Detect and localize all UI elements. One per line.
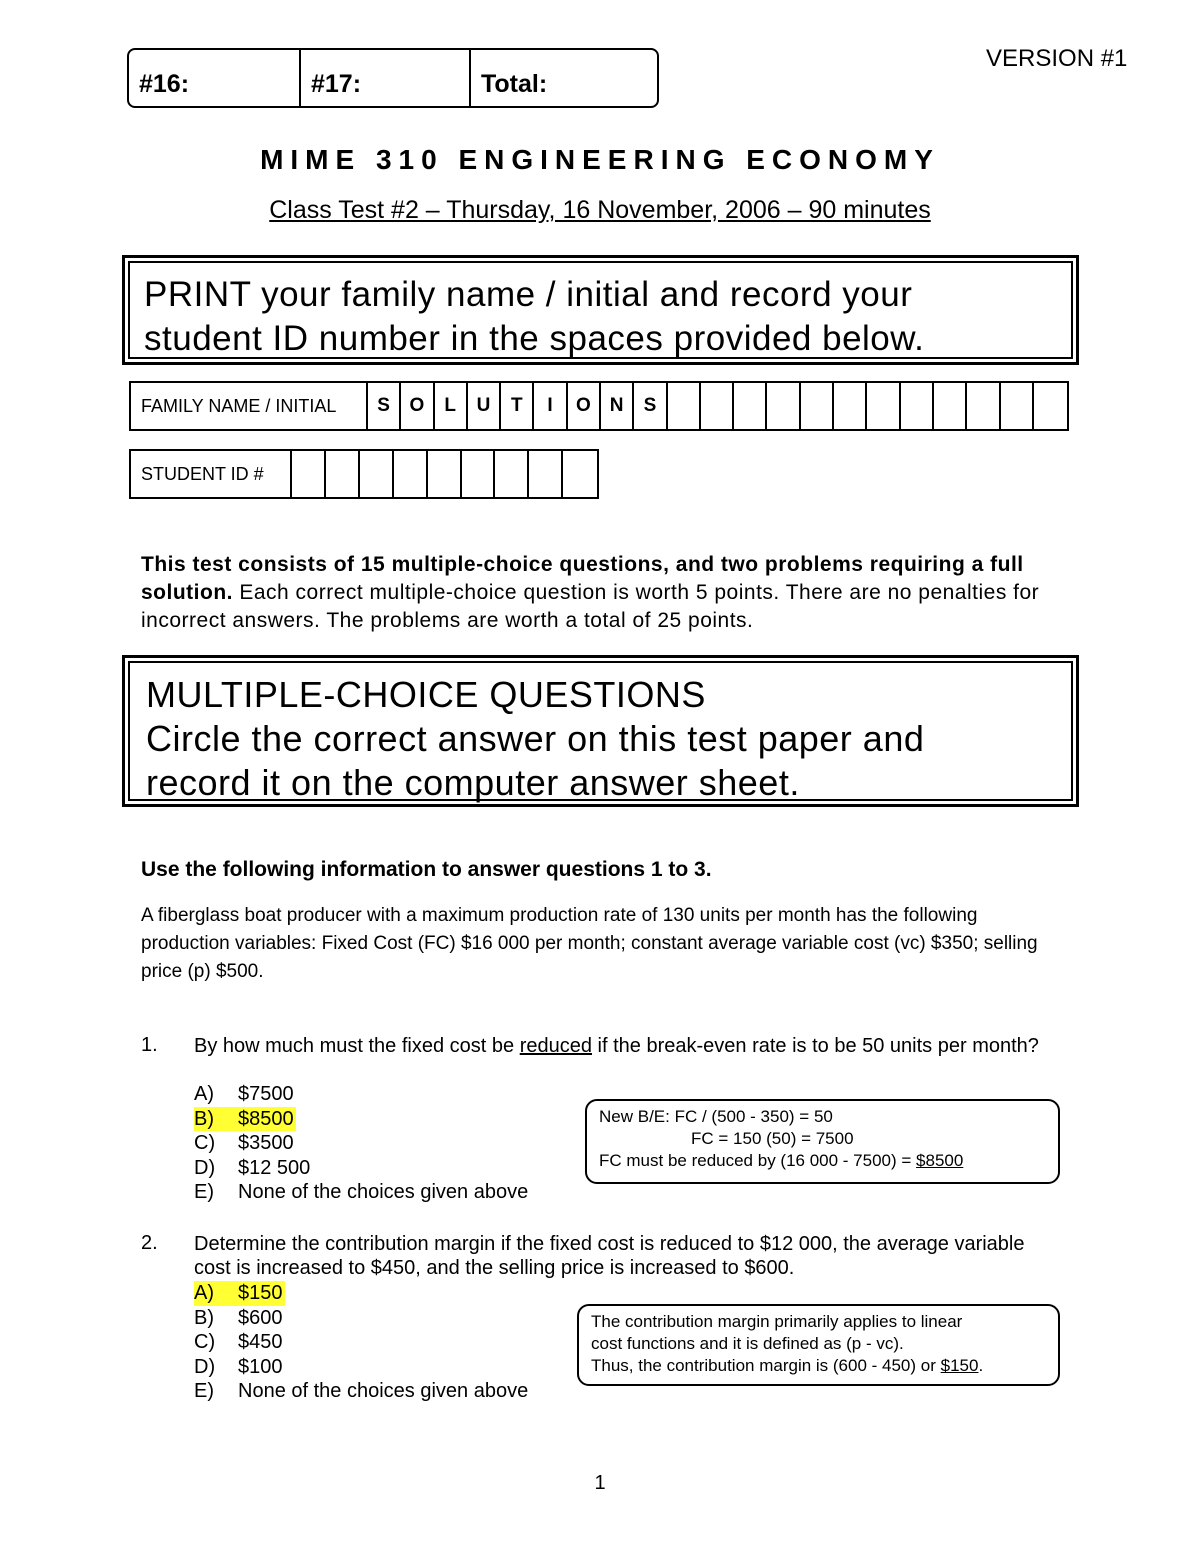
option[interactable] [194,1156,528,1181]
score-box [127,48,659,108]
option-letter: B) [194,1107,238,1132]
note-text: Thus, the contribution margin is (600 - 450) or [591,1356,941,1375]
question-1-text-underlined: reduced [519,1035,592,1057]
family-name-box[interactable] [901,383,934,429]
option-correct[interactable] [194,1281,528,1306]
student-id-label: STUDENT ID # [131,451,292,497]
mc-header-line-3: record it on the computer answer sheet. [146,762,800,803]
page-number: 1 [594,1472,606,1494]
option-value: $12 500 [238,1156,311,1179]
multiple-choice-header-box [122,655,1079,807]
note-line: The contribution margin primarily applies to linear [591,1312,963,1331]
print-instruction-line-2: student ID number in the spaces provided below. [144,319,925,358]
option-letter: D) [194,1355,216,1378]
student-id-box[interactable] [360,451,394,497]
question-1-text-end: if the break-even rate is to be 50 units per month? [591,1035,1039,1057]
family-name-box[interactable] [867,383,900,429]
option-letter: B) [194,1306,214,1329]
solution-note-2 [577,1304,1060,1386]
question-1-text-start: By how much must the fixed cost be [194,1035,520,1057]
option-value: $150 [238,1282,283,1304]
mc-header-line-2: Circle the correct answer on this test paper and [146,718,925,759]
option-letter: E) [194,1181,214,1203]
intro-paragraph [141,551,1071,635]
course-title: MIME 310 ENGINEERING ECONOMY [260,144,940,175]
option[interactable] [194,1306,528,1331]
family-name-box[interactable] [734,383,767,429]
option-letter: C) [194,1132,216,1154]
student-id-box[interactable] [529,451,563,497]
note-text: . [978,1356,984,1375]
option-correct[interactable] [194,1107,528,1132]
option-value: $7500 [238,1083,294,1105]
mc-header-line-1: MULTIPLE-CHOICE QUESTIONS [146,674,706,715]
student-id-box[interactable] [462,451,496,497]
question-1-options [194,1082,528,1205]
family-name-box[interactable] [1001,383,1034,429]
family-name-box[interactable] [1034,383,1067,429]
family-name-box[interactable]: O [568,383,601,429]
student-id-box[interactable] [495,451,529,497]
intro-rest: Each correct multiple-choice question is worth 5 points. There are no penalties for incorrect answers. The problems are worth a total of 25 points. [141,581,1040,632]
option[interactable] [194,1131,528,1156]
student-id-box[interactable] [326,451,360,497]
question-2-options [194,1281,528,1404]
option-value: None of the choices given above [238,1380,529,1402]
score-cell-17: #17: [301,50,471,106]
option-value: None of the choices given above [238,1181,529,1203]
family-name-box[interactable] [967,383,1000,429]
family-name-box[interactable]: N [601,383,634,429]
option-letter: A) [194,1083,214,1105]
question-1-number: 1. [141,1034,158,1056]
test-subtitle: Class Test #2 – Thursday, 16 November, 2006 – 90 minutes [269,196,931,224]
option-letter: D) [194,1156,216,1179]
family-name-row [129,381,1069,431]
option[interactable] [194,1330,528,1355]
option-value: $3500 [238,1132,294,1154]
option-value: $600 [238,1306,283,1329]
family-name-box[interactable]: I [534,383,567,429]
score-cell-16: #16: [129,50,301,106]
student-id-box[interactable] [563,451,597,497]
option-value: $100 [238,1355,283,1378]
family-name-box[interactable] [701,383,734,429]
note-text: FC must be reduced by (16 000 - 7500) = [599,1151,917,1170]
print-instruction-box [122,255,1079,365]
family-name-box[interactable] [934,383,967,429]
note-line: New B/E: FC / (500 - 350) = 50 [599,1107,833,1126]
question-2-text: Determine the contribution margin if the fixed cost is reduced to $12 000, the average variable cost is increased to $450, and the selling price is increased to $600. [194,1233,1025,1279]
info-heading: Use the following information to answer questions 1 to 3. [141,858,712,881]
family-name-box[interactable] [834,383,867,429]
question-1-text [194,1034,1064,1058]
question-2-number: 2. [141,1232,158,1254]
option-value: $450 [238,1331,283,1353]
family-name-box[interactable] [801,383,834,429]
option-letter: C) [194,1331,216,1353]
family-name-label: FAMILY NAME / INITIAL [131,383,368,429]
note-answer: $8500 [916,1151,964,1170]
family-name-box[interactable]: U [468,383,501,429]
family-name-box[interactable]: L [435,383,468,429]
student-id-box[interactable] [292,451,326,497]
student-id-box[interactable] [428,451,462,497]
note-line: FC = 150 (50) = 7500 [691,1129,854,1148]
option-value: $8500 [238,1107,294,1130]
student-id-box[interactable] [394,451,428,497]
option[interactable] [194,1082,528,1107]
version-label: VERSION #1 [986,45,1128,72]
family-name-box[interactable]: T [501,383,534,429]
note-line [591,1355,1058,1377]
print-instruction-line-1: PRINT your family name / initial and record your [144,275,913,314]
option[interactable] [194,1180,528,1205]
info-paragraph: A fiberglass boat producer with a maximum production rate of 130 units per month has the following production variables: Fixed Cost (FC) $16 000 per month; constant average variable cost (vc) $350; selling price (p) $500. [141,905,1038,982]
family-name-box[interactable]: S [634,383,667,429]
family-name-box[interactable]: O [401,383,434,429]
note-answer: $150 [940,1356,979,1375]
option-letter: E) [194,1380,214,1402]
student-id-row [129,449,599,499]
intro-bold: This test consists of 15 multiple-choice questions, and two problems requiring a full solution. [141,553,1024,604]
option-letter: A) [194,1281,238,1306]
solution-note-1 [585,1099,1060,1184]
note-line [599,1150,1058,1172]
family-name-box[interactable] [668,383,701,429]
note-line: cost functions and it is defined as (p - vc). [591,1334,904,1353]
option[interactable] [194,1379,528,1404]
family-name-box[interactable] [767,383,800,429]
score-cell-total: Total: [481,70,548,98]
option[interactable] [194,1355,528,1380]
family-name-box[interactable]: S [368,383,401,429]
